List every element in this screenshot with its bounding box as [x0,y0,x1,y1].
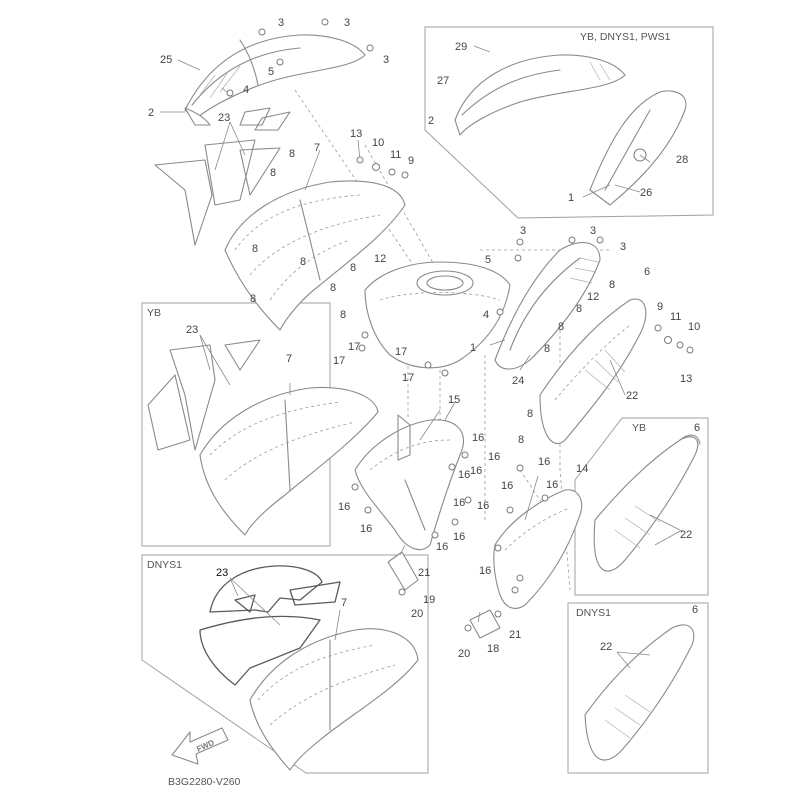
callout: 16 [479,565,492,577]
callout: 3 [520,225,527,237]
callout: 4 [483,309,490,321]
callout: 3 [620,241,627,253]
callout: 6 [692,604,699,616]
callout: 5 [485,254,492,266]
fwd-arrow [172,728,228,764]
callout: 3 [590,225,597,237]
callout: 16 [453,497,466,509]
side-cowl-mid-left [200,387,378,535]
callout: 9 [657,301,664,313]
section-label-top-right: YB, DNYS1, PWS1 [580,31,671,43]
callout: 16 [477,500,490,512]
callout: 14 [576,463,589,475]
fwd-label: FWD [195,737,216,754]
callout: 3 [278,17,285,29]
inner-panel-mid-right [594,435,700,571]
callout: 8 [250,293,257,305]
callout: 8 [576,303,583,315]
callout: 8 [340,309,347,321]
section-label-mid-right: YB [632,422,647,434]
callout: 20 [458,648,471,660]
callout: 27 [437,75,450,87]
callout: 21 [509,629,522,641]
diagram-code: B3G2280-V260 [168,776,241,788]
callout: 25 [160,54,173,66]
callout: 8 [270,167,277,179]
callout: 12 [587,291,600,303]
section-label-bottom-right: DNYS1 [576,607,612,619]
callout: 6 [694,422,701,434]
callout: 12 [374,253,387,265]
callout: 16 [436,541,449,553]
callout: 23 [218,112,231,124]
callout: 13 [680,373,693,385]
callout: 1 [470,342,477,354]
section-label-mid-left: YB [147,307,162,319]
callout: 16 [488,451,501,463]
callout: 8 [518,434,525,446]
callout: 18 [487,643,500,655]
callout: 22 [600,641,613,653]
callout: 26 [640,187,653,199]
callout: 8 [252,243,259,255]
callout: 24 [512,375,525,387]
callout: 6 [644,266,651,278]
callout: 20 [411,608,424,620]
callout: 11 [390,149,402,161]
callout: 16 [472,432,485,444]
callout: 16 [501,480,514,492]
callout: 16 [338,501,351,513]
callout: 7 [314,142,321,154]
callout: 3 [383,54,390,66]
callout: 5 [268,66,275,78]
seat-cowl-top [185,35,365,125]
callout: 9 [408,155,415,167]
callout: 16 [360,523,373,535]
callout: 8 [609,279,616,291]
callout: 8 [350,262,357,274]
callout: 16 [458,469,471,481]
cowl-top-right [455,55,689,205]
callout: 16 [546,479,559,491]
callout: 10 [372,137,385,149]
callout: 16 [470,465,483,477]
callout: 10 [688,321,701,333]
callout: 23 [186,324,199,336]
callout: 1 [568,192,575,204]
callout: 2 [428,115,435,127]
callout: 15 [448,394,461,406]
callout: 17 [333,355,346,367]
callout: 8 [544,343,551,355]
callout: 17 [395,346,408,358]
callout: 8 [527,408,534,420]
callout: 21 [418,567,431,579]
callout: 13 [350,128,363,140]
inner-panel-14 [494,490,582,609]
callout: 17 [348,341,361,353]
section-label-bottom-left: DNYS1 [147,559,183,571]
side-cowl-bottom-left [250,629,418,770]
callout: 28 [676,154,689,166]
callout: 3 [344,17,351,29]
callout: 19 [423,594,436,606]
callout: 17 [402,372,415,384]
callout: 4 [243,84,250,96]
callout: 29 [455,41,468,53]
callout: 2 [148,107,155,119]
callout: 8 [300,256,307,268]
callout: 16 [538,456,551,468]
callout: 22 [626,390,639,402]
callout: 11 [670,311,682,323]
callout: 7 [286,353,293,365]
callout: 8 [558,321,565,333]
callout: 8 [289,148,296,160]
callout: 16 [453,531,466,543]
callout: 22 [680,529,693,541]
callout: 7 [341,597,348,609]
callout: 8 [330,282,337,294]
callout: 23 [216,567,229,579]
